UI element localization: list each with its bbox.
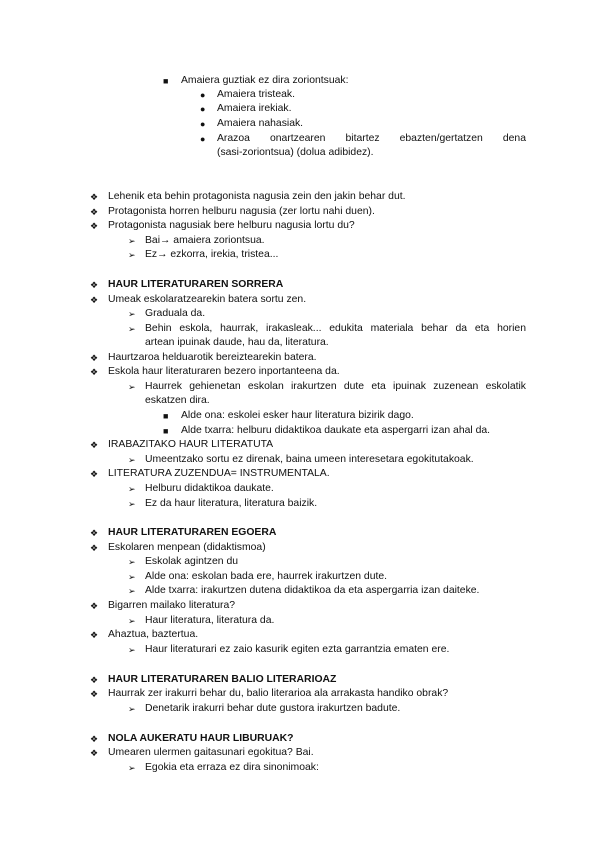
list-bullet: ❖ (90, 469, 99, 479)
list-item-text: Ahaztua, baztertua. (108, 629, 199, 640)
list-item-text: Umeak eskolaratzearekin batera sortu zen. (108, 294, 307, 305)
list-item-text: Protagonista nagusiak bere helburu nagusia lortu du? (108, 220, 355, 231)
list-bullet: ➢ (128, 484, 136, 494)
list-item-text: Lehenik eta behin protagonista nagusia zein den jakin behar dut. (108, 191, 406, 202)
list-bullet: ❖ (90, 528, 99, 538)
list-bullet: ❖ (90, 353, 99, 363)
list-item-text: Alde ona: eskolan bada ere, haurrek irakurtzen dute. (145, 571, 388, 582)
list-bullet: ➢ (128, 704, 136, 714)
list-item-text: Haurrak zer irakurri behar du, balio literarioa ala arrakasta handiko obrak? (108, 688, 449, 699)
list-item-text: Eskolaren menpean (didaktismoa) (108, 542, 266, 553)
list-item-text: Graduala da. (145, 308, 206, 319)
list-bullet: ❖ (90, 207, 99, 217)
list-item-text: Behin eskola, haurrak, irakasleak... edukita materiala behar da eta horien (145, 323, 526, 334)
list-bullet: ➢ (128, 616, 136, 626)
list-bullet: ➢ (128, 645, 136, 655)
list-item-text: Alde txarra: irakurtzen dutena didaktikoa da eta aspergarria izan daiteke. (145, 585, 480, 596)
list-bullet: ● (200, 90, 206, 100)
list-item-text: Haurtzaroa helduarotik bereiztearekin batera. (108, 352, 317, 363)
list-bullet: ❖ (90, 440, 99, 450)
list-bullet: ● (200, 104, 206, 114)
list-bullet: ❖ (90, 734, 99, 744)
list-item-text: Alde txarra: helburu didaktikoa daukate eta aspergarri izan ahal da. (181, 425, 491, 436)
list-bullet: ➢ (128, 455, 136, 465)
list-item-text: Arazoa onartzearen bitartez ebazten/gertatzen dena (217, 133, 526, 144)
list-item-text: Bigarren mailako literatura? (108, 600, 236, 611)
list-bullet: ■ (163, 411, 169, 421)
list-bullet: ➢ (128, 499, 136, 509)
list-item-text: LITERATURA ZUZENDUA= INSTRUMENTALA. (108, 468, 330, 479)
list-bullet: ❖ (90, 748, 99, 758)
section-heading: HAUR LITERATURAREN EGOERA (108, 527, 277, 538)
list-item-text: Amaiera guztiak ez dira zoriontsuak: (181, 75, 349, 86)
list-item-text: Haur literaturari ez zaio kasurik egiten ezta garrantzia ematen ere. (145, 644, 450, 655)
list-item-text: Eskola haur literaturaren bezero inportanteena da. (108, 366, 340, 377)
list-bullet: ➢ (128, 572, 136, 582)
list-bullet: ❖ (90, 601, 99, 611)
list-item-text: artean ipuinak daude, hau da, literatura. (145, 337, 329, 348)
list-item-text: eskatzen dira. (145, 395, 210, 406)
list-item-text: Amaiera nahasiak. (217, 118, 304, 129)
list-bullet: ❖ (90, 675, 99, 685)
section-heading: HAUR LITERATURAREN SORRERA (108, 279, 284, 290)
list-item-text: Egokia eta erraza ez dira sinonimoak: (145, 762, 319, 773)
list-bullet: ➢ (128, 236, 136, 246)
list-bullet: ● (200, 134, 206, 144)
list-bullet: ➢ (128, 250, 136, 260)
list-item-text: IRABAZITAKO HAUR LITERATUTA (108, 439, 274, 450)
list-item-text: Bai→ amaiera zoriontsua. (145, 235, 265, 246)
list-bullet: ❖ (90, 689, 99, 699)
list-bullet: ➢ (128, 382, 136, 392)
list-bullet: ❖ (90, 630, 99, 640)
list-bullet: ➢ (128, 586, 136, 596)
list-item-text: Umeentzako sortu ez direnak, baina umeen interesetara egokitutakoak. (145, 454, 474, 465)
list-item-text: Helburu didaktikoa daukate. (145, 483, 274, 494)
section-heading: HAUR LITERATURAREN BALIO LITERARIOAZ (108, 674, 337, 685)
list-item-text: Amaiera tristeak. (217, 89, 295, 100)
list-bullet: ■ (163, 76, 169, 86)
list-item-text: Denetarik irakurri behar dute gustora irakurtzen badute. (145, 703, 401, 714)
list-bullet: ❖ (90, 221, 99, 231)
list-bullet: ➢ (128, 324, 136, 334)
list-bullet: ❖ (90, 280, 99, 290)
section-heading: NOLA AUKERATU HAUR LIBURUAK? (108, 733, 294, 744)
list-bullet: ● (200, 119, 206, 129)
list-item-text: Amaiera irekiak. (217, 103, 292, 114)
list-item-text: Ez→ ezkorra, irekia, tristea... (145, 249, 279, 260)
list-bullet: ❖ (90, 192, 99, 202)
list-item-text: Umearen ulermen gaitasunari egokitua? Bai. (108, 747, 314, 758)
list-bullet: ➢ (128, 557, 136, 567)
list-bullet: ➢ (128, 309, 136, 319)
list-item-text: Haur literatura, literatura da. (145, 615, 275, 626)
list-bullet: ❖ (90, 367, 99, 377)
list-item-text: (sasi-zoriontsua) (dolua adibidez). (217, 147, 374, 158)
list-item-text: Alde ona: eskolei esker haur literatura bizirik dago. (181, 410, 414, 421)
list-item-text: Protagonista horren helburu nagusia (zer lortu nahi duen). (108, 206, 375, 217)
list-item-text: Eskolak agintzen du (145, 556, 238, 567)
list-bullet: ➢ (128, 763, 136, 773)
list-bullet: ❖ (90, 295, 99, 305)
list-bullet: ■ (163, 426, 169, 436)
list-bullet: ❖ (90, 543, 99, 553)
list-item-text: Ez da haur literatura, literatura baizik. (145, 498, 318, 509)
list-item-text: Haurrek gehienetan eskolan irakurtzen dute eta ipuinak zuzenean eskolatik (145, 381, 526, 392)
